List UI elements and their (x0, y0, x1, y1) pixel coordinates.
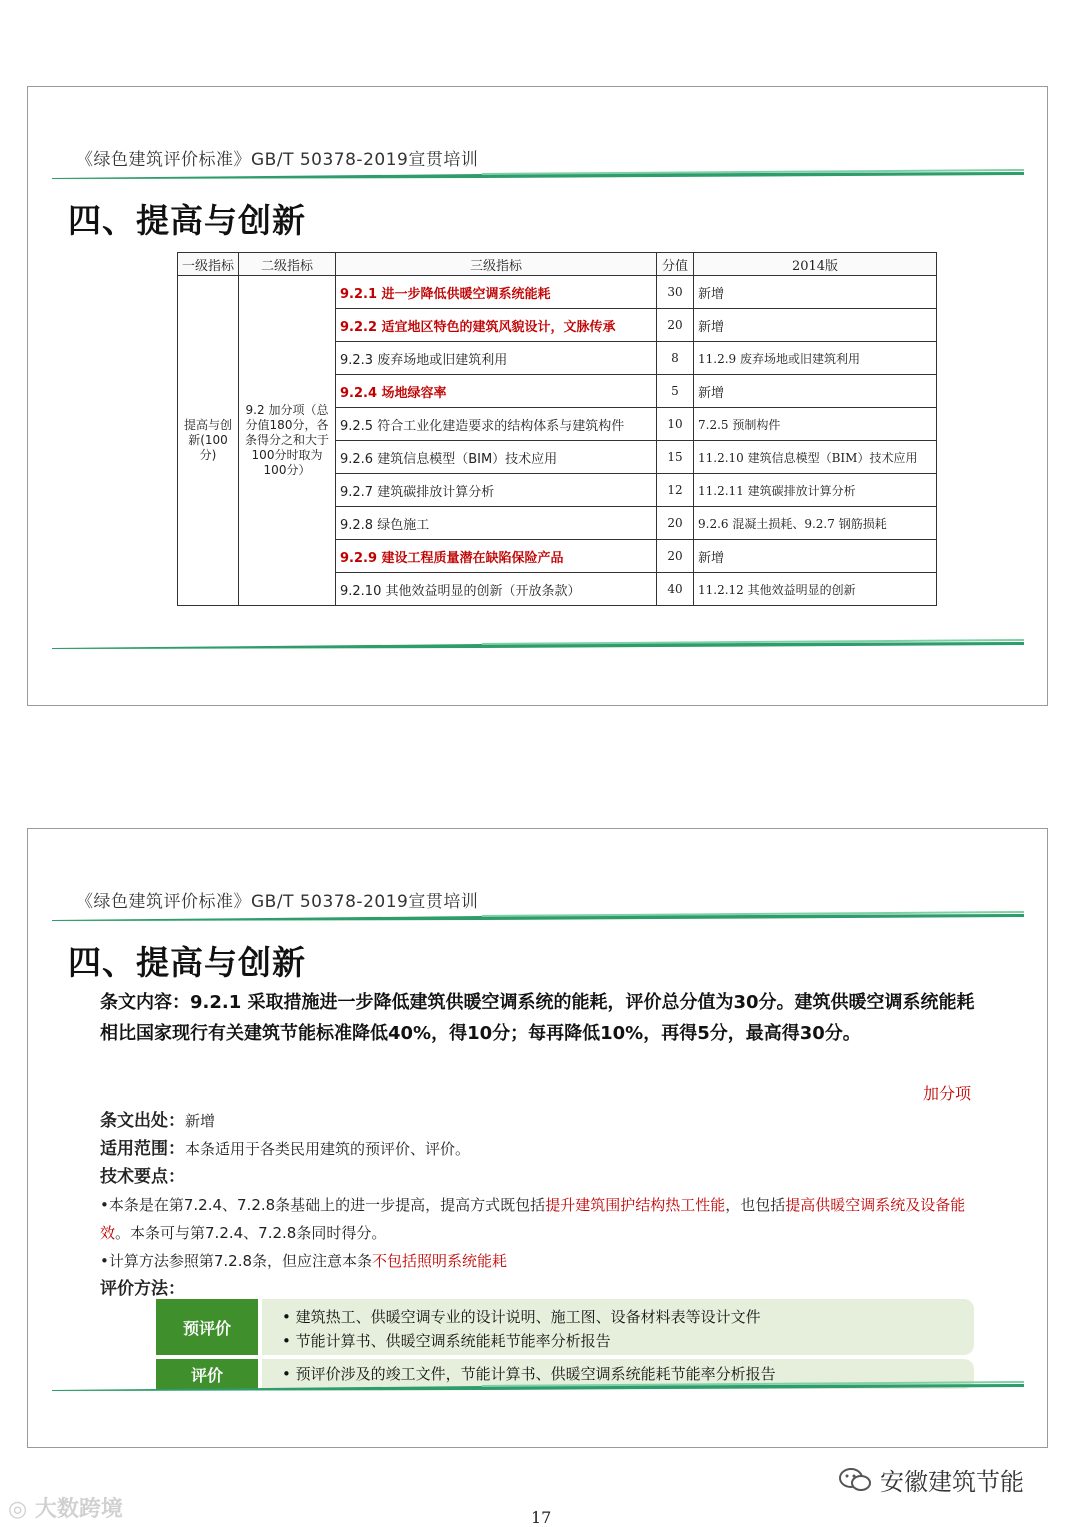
item-cell: 9.2.6 建筑信息模型（BIM）技术应用 (336, 441, 657, 474)
item-cell: 9.2.1 进一步降低供暖空调系统能耗 (336, 276, 657, 309)
tech-label: 技术要点： (100, 1167, 185, 1187)
item-cell: 9.2.8 绿色施工 (336, 507, 657, 540)
page-title: 四、提高与创新 (68, 201, 306, 240)
bonus-tag: 加分项 (922, 1084, 971, 1103)
method-label: 评价方法： (100, 1279, 185, 1299)
tech-label-line (100, 1163, 185, 1191)
score-cell: 8 (657, 342, 694, 375)
list-item: • 建筑热工、供暖空调专业的设计说明、施工图、设备材料表等设计文件 (282, 1308, 761, 1326)
score-cell: 30 (657, 276, 694, 309)
list-item: • 节能计算书、供暖空调系统能耗节能率分析报告 (282, 1332, 611, 1350)
tech-point-2 (100, 1247, 507, 1275)
page-title: 四、提高与创新 (68, 943, 306, 982)
scope-line (100, 1135, 470, 1163)
header-rule (52, 169, 1024, 179)
col-header: 分值 (657, 253, 694, 276)
clause-text: 条文内容：9.2.1 采取措施进一步降低建筑供暖空调系统的能耗，评价总分值为30分。建筑供暖空调系统能耗相比国家现行有关建筑节能标准降低40%，得10分；每再降低10%，再得5分，最高得30分。 (100, 992, 975, 1044)
score-cell: 12 (657, 474, 694, 507)
v2014-cell: 11.2.12 其他效益明显的创新 (694, 573, 937, 606)
v2014-cell: 新增 (694, 309, 937, 342)
v2014-cell: 新增 (694, 540, 937, 573)
watermark-right-text: 安徽建筑节能 (880, 1468, 1024, 1496)
tech-point-1 (100, 1191, 980, 1247)
header-rule (52, 911, 1024, 921)
score-cell: 20 (657, 309, 694, 342)
item-cell: 9.2.5 符合工业化建造要求的结构体系与建筑构件 (336, 408, 657, 441)
page-number: 17 (531, 1508, 552, 1527)
v2014-cell: 11.2.10 建筑信息模型（BIM）技术应用 (694, 441, 937, 474)
col-header: 2014版 (694, 253, 937, 276)
source-line (100, 1107, 215, 1135)
tech1-text: •本条是在第7.2.4、7.2.8条基础上的进一步提高，提高方式既包括 (100, 1196, 546, 1214)
table-row (178, 276, 937, 309)
tech1-text: 。本条可与第7.2.4、7.2.8条同时得分。 (115, 1224, 387, 1242)
watermark-logo-icon: ◎ (8, 1497, 28, 1522)
col-header: 三级指标 (336, 253, 657, 276)
item-cell: 9.2.10 其他效益明显的创新（开放条款） (336, 573, 657, 606)
v2014-cell: 11.2.9 废弃场地或旧建筑利用 (694, 342, 937, 375)
slide-1 (27, 86, 1048, 706)
item-cell: 9.2.7 建筑碳排放计算分析 (336, 474, 657, 507)
col-header: 二级指标 (239, 253, 336, 276)
col-header: 一级指标 (178, 253, 239, 276)
pre-eval-label: 预评价 (156, 1299, 258, 1355)
v2014-cell: 新增 (694, 276, 937, 309)
slide-header: 《绿色建筑评价标准》GB/T 50378-2019宣贯培训 (76, 150, 479, 170)
tech1-highlight: 提高供暖空调系统及设备能效 (100, 1196, 966, 1242)
level1-cell: 提高与创新(100分) (178, 276, 239, 606)
scope-label: 适用范围： (100, 1139, 185, 1159)
score-cell: 10 (657, 408, 694, 441)
score-cell: 20 (657, 540, 694, 573)
score-cell: 5 (657, 375, 694, 408)
v2014-cell: 9.2.6 混凝土损耗、9.2.7 钢筋损耗 (694, 507, 937, 540)
watermark-left-text: 大数跨境 (34, 1497, 123, 1522)
source-label: 条文出处： (100, 1111, 185, 1131)
v2014-cell: 11.2.11 建筑碳排放计算分析 (694, 474, 937, 507)
slide-header: 《绿色建筑评价标准》GB/T 50378-2019宣贯培训 (76, 892, 479, 912)
wechat-icon (838, 1466, 872, 1494)
pre-eval-body (262, 1299, 974, 1355)
item-cell: 9.2.9 建设工程质量潜在缺陷保险产品 (336, 540, 657, 573)
score-cell: 20 (657, 507, 694, 540)
footer-rule (52, 639, 1024, 649)
indicator-table (177, 252, 937, 606)
pre-eval-row (156, 1299, 974, 1355)
source-value: 新增 (185, 1112, 216, 1130)
table-header-row (178, 253, 937, 276)
v2014-cell: 新增 (694, 375, 937, 408)
score-cell: 40 (657, 573, 694, 606)
footer-rule (52, 1381, 1024, 1391)
tech1-highlight: 提升建筑围护结构热工性能 (545, 1196, 726, 1214)
item-cell: 9.2.2 适宜地区特色的建筑风貌设计，文脉传承 (336, 309, 657, 342)
item-cell: 9.2.3 废弃场地或旧建筑利用 (336, 342, 657, 375)
watermark-right (838, 1462, 1024, 1497)
list-item: • 预评价涉及的竣工文件，节能计算书、供暖空调系统能耗节能率分析报告 (282, 1365, 776, 1383)
eval-label: 评价 (156, 1359, 258, 1389)
level2-cell: 9.2 加分项（总分值180分，各条得分之和大于100分时取为100分） (239, 276, 336, 606)
item-cell: 9.2.4 场地绿容率 (336, 375, 657, 408)
tech2-highlight: 不包括照明系统能耗 (372, 1252, 508, 1270)
tech2-text: •计算方法参照第7.2.8条，但应注意本条 (100, 1252, 373, 1270)
tech1-text: ，也包括 (725, 1196, 786, 1214)
v2014-cell: 7.2.5 预制构件 (694, 408, 937, 441)
scope-value: 本条适用于各类民用建筑的预评价、评价。 (185, 1140, 471, 1158)
slide-2 (27, 828, 1048, 1448)
watermark-left (8, 1492, 123, 1523)
score-cell: 15 (657, 441, 694, 474)
